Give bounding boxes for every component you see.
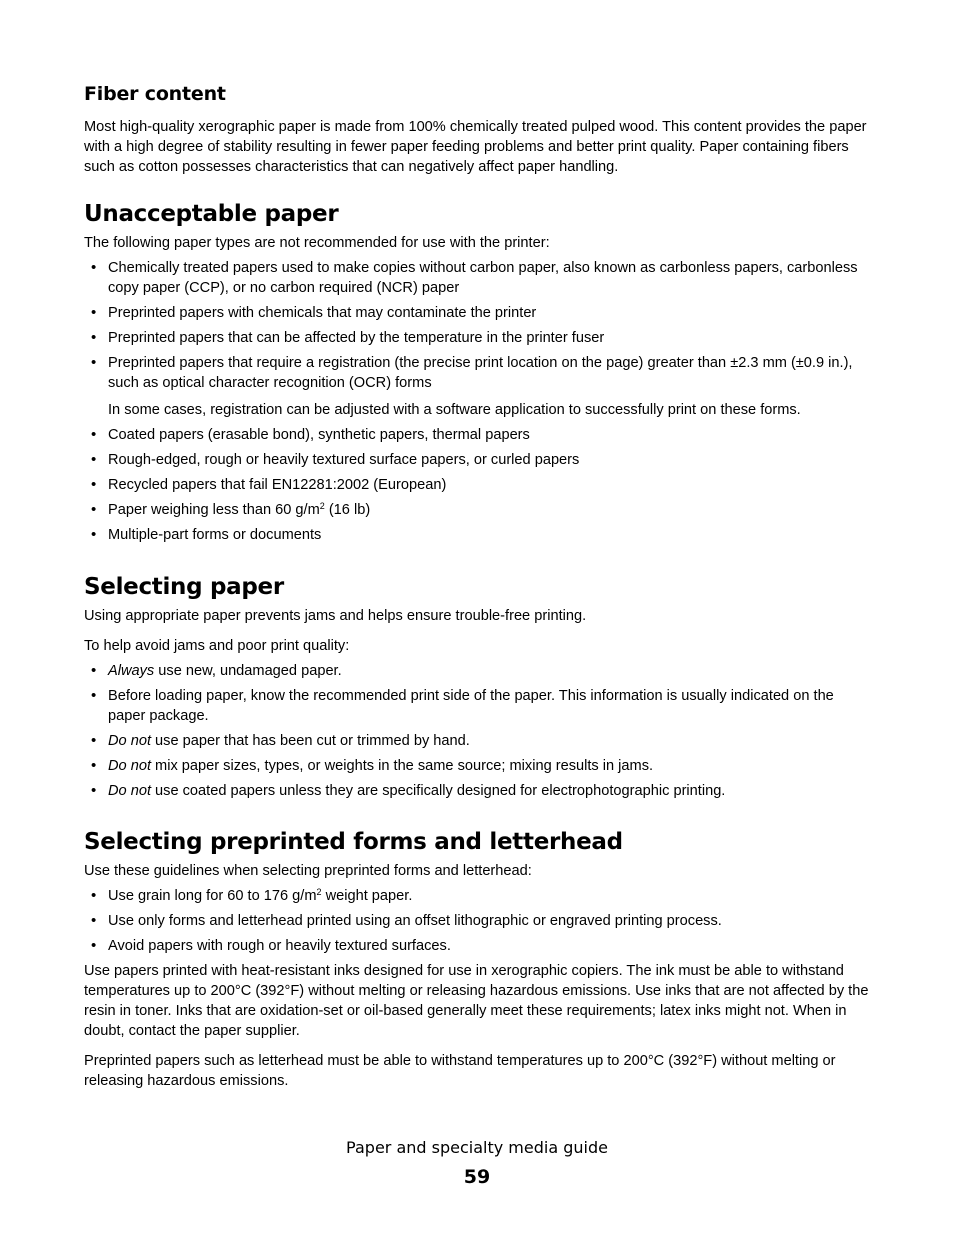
list-item: • Chemically treated papers used to make copies without carbon paper, also known as carbonless papers, carbonless copy paper (CCP), or no carbon required (NCR) paper: [84, 258, 874, 298]
list-item: [84, 661, 874, 681]
grain-text: Use grain long for 60 to 176 g/m: [108, 888, 317, 904]
emphasis: Do not: [108, 758, 151, 774]
weight-text-end: (16 lb): [324, 502, 371, 518]
item-text: use new, undamaged paper.: [154, 663, 342, 679]
selecting-heading: Selecting paper: [84, 574, 284, 600]
unacceptable-section: [84, 199, 874, 550]
fiber-paragraph: Most high-quality xerographic paper is made from 100% chemically treated pulped wood. This content provides the paper with a high degree of stability resulting in fewer paper feeding problems and better print quality. Paper containing fibers such as cotton possesses characteristics that can negatively affect paper handling.: [84, 119, 867, 175]
weight-text: Paper weighing less than 60 g/m: [108, 502, 320, 518]
fiber-heading: Fiber content: [84, 83, 226, 105]
registration-note: In some cases, registration can be adjusted with a software application to successfully print on these forms.: [108, 402, 801, 418]
preprinted-paragraph-1: Use papers printed with heat-resistant inks designed for use in xerographic copiers. The ink must be able to withstand temperatures up to 200°C (392°F) without melting or releasing hazardous emissions. Use inks that are not affected by the resin in toner. Inks that are oxidation-set or oil-based generally meet these requirements; latex inks might not. When in doubt, contact the paper supplier.: [84, 963, 869, 1039]
emphasis: Do not: [108, 783, 151, 799]
list-item: • Preprinted papers that can be affected by the temperature in the printer fuser: [84, 328, 874, 348]
page-number: 59: [463, 1166, 491, 1188]
selecting-intro-2: To help avoid jams and poor print quality:: [84, 638, 350, 654]
list-item-weight: [84, 500, 874, 520]
item-text: mix paper sizes, types, or weights in the same source; mixing results in jams.: [151, 758, 654, 774]
preprinted-section: [84, 827, 874, 1101]
list-item: • Use only forms and letterhead printed using an offset lithographic or engraved printing process.: [84, 911, 874, 931]
item-text: use paper that has been cut or trimmed by hand.: [151, 733, 470, 749]
unacceptable-heading: Unacceptable paper: [84, 201, 339, 227]
list-item: • Multiple-part forms or documents: [84, 525, 874, 545]
list-item: [84, 781, 874, 801]
footer-title: Paper and specialty media guide: [346, 1138, 608, 1157]
selecting-list: [84, 661, 874, 801]
list-item: • Recycled papers that fail EN12281:2002 (European): [84, 475, 874, 495]
item-text: use coated papers unless they are specifically designed for electrophotographic printing.: [151, 783, 726, 799]
list-item: • Preprinted papers that require a registration (the precise print location on the page) greater than ±2.3 mm (±0.9 in.), such as optical character recognition (OCR) forms: [84, 353, 874, 393]
list-item: • Avoid papers with rough or heavily textured surfaces.: [84, 936, 874, 956]
unacceptable-list: [84, 258, 874, 545]
unacceptable-intro: The following paper types are not recommended for use with the printer:: [84, 235, 550, 251]
emphasis: Always: [108, 663, 155, 679]
list-item-grain: [84, 886, 874, 906]
fiber-section: [84, 117, 874, 187]
preprinted-list: [84, 886, 874, 956]
list-item: [84, 686, 874, 726]
preprinted-intro: Use these guidelines when selecting preprinted forms and letterhead:: [84, 863, 532, 879]
preprinted-heading: Selecting preprinted forms and letterhead: [84, 829, 623, 855]
grain-text-end: weight paper.: [321, 888, 413, 904]
selecting-intro-1: Using appropriate paper prevents jams and helps ensure trouble-free printing.: [84, 608, 587, 624]
list-item: • Coated papers (erasable bond), synthetic papers, thermal papers: [84, 425, 874, 445]
grain-superscript: 2: [316, 887, 322, 897]
preprinted-paragraph-2: Preprinted papers such as letterhead must be able to withstand temperatures up to 200°C (392°F) without melting or releasing hazardous emissions.: [84, 1053, 836, 1089]
list-item: • Rough-edged, rough or heavily textured surface papers, or curled papers: [84, 450, 874, 470]
list-item: [84, 756, 874, 776]
item-text: Before loading paper, know the recommended print side of the paper. This information is usually indicated on the paper package.: [108, 688, 834, 724]
selecting-section: [84, 572, 874, 806]
list-item: [84, 731, 874, 751]
weight-superscript: 2: [319, 501, 325, 511]
list-item: • Preprinted papers with chemicals that may contaminate the printer: [84, 303, 874, 323]
emphasis: Do not: [108, 733, 151, 749]
